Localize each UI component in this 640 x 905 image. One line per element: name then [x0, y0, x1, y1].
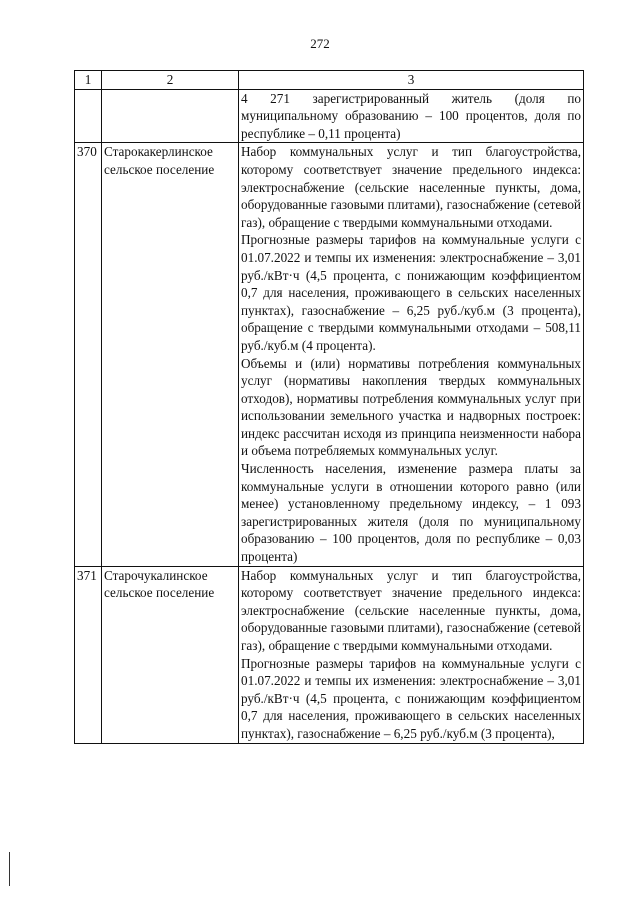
continuation-paragraph: 4 271 зарегистрированный житель (доля по муниципальному образованию – 100 процентов, доля по республике – 0,11 процента) [241, 90, 581, 141]
norms-paragraph: Объемы и (или) нормативы потребления коммунальных услуг (нормативы накопления твердых коммунальных отходов), нормативы потребления коммунальных услуг при использовании земельного участка и надворных построек: индекс рассчитан исходя из принципа неизменности набора и объема потребляемых коммунальных услуг. [241, 355, 581, 459]
row-number-cell [75, 89, 102, 143]
tariffs-paragraph: Прогнозные размеры тарифов на коммунальные услуги с 01.07.2022 и темпы их изменения: электроснабжение – 3,01 руб./кВт·ч (4,5 процента, с понижающим коэффициентом 0,7 для населения, проживающего в сельских населенных пунктах), газоснабжение – 6,25 руб./куб.м (3 процента), обращение с твердыми коммунальными отходами – 508,11 руб./куб.м (4 процента). [241, 232, 581, 353]
settlement-name: Старочукалинское сельское поселение [102, 566, 239, 743]
column-header-2: 2 [102, 71, 239, 90]
settlement-name-cell [102, 89, 239, 143]
description-cell [239, 566, 584, 743]
column-header-3: 3 [239, 71, 584, 90]
services-paragraph: Набор коммунальных услуг и тип благоустройства, которому соответствует значение предельного индекса: электроснабжение (сельские населенные пункты, дома, оборудованные газовыми плитами), газоснабжение (сетевой газ), обращение с твердыми коммунальными отходами. [241, 144, 581, 230]
table-row-continuation [75, 89, 584, 143]
row-number: 371 [75, 566, 102, 743]
tariff-table [74, 70, 584, 744]
table-header-row [75, 71, 584, 90]
page-number: 272 [310, 36, 330, 51]
services-paragraph: Набор коммунальных услуг и тип благоустройства, которому соответствует значение предельного индекса: электроснабжение (сельские населенные пункты, дома, оборудованные газовыми плитами), газоснабжение (сетевой газ), обращение с твердыми коммунальными отходами. [241, 567, 581, 653]
row-number: 370 [75, 143, 102, 566]
settlement-name: Старокакерлинское сельское поселение [102, 143, 239, 566]
table-row-371 [75, 566, 584, 743]
margin-mark [9, 852, 10, 886]
description-cell [239, 89, 584, 143]
description-cell [239, 143, 584, 566]
tariffs-paragraph: Прогнозные размеры тарифов на коммунальные услуги с 01.07.2022 и темпы их изменения: электроснабжение – 3,01 руб./кВт·ч (4,5 процента, с понижающим коэффициентом 0,7 для населения, проживающего в сельских населенных пунктах), газоснабжение – 6,25 руб./куб.м (3 процента), [241, 655, 581, 741]
population-paragraph: Численность населения, изменение размера платы за коммунальные услуги в отношении которого равно (или менее) установленному предельному индексу, – 1 093 зарегистрированных жителя (доля по муниципальному образованию – 100 процентов, доля по республике – 0,03 процента) [241, 461, 581, 565]
column-header-1: 1 [75, 71, 102, 90]
table-row-370 [75, 143, 584, 566]
